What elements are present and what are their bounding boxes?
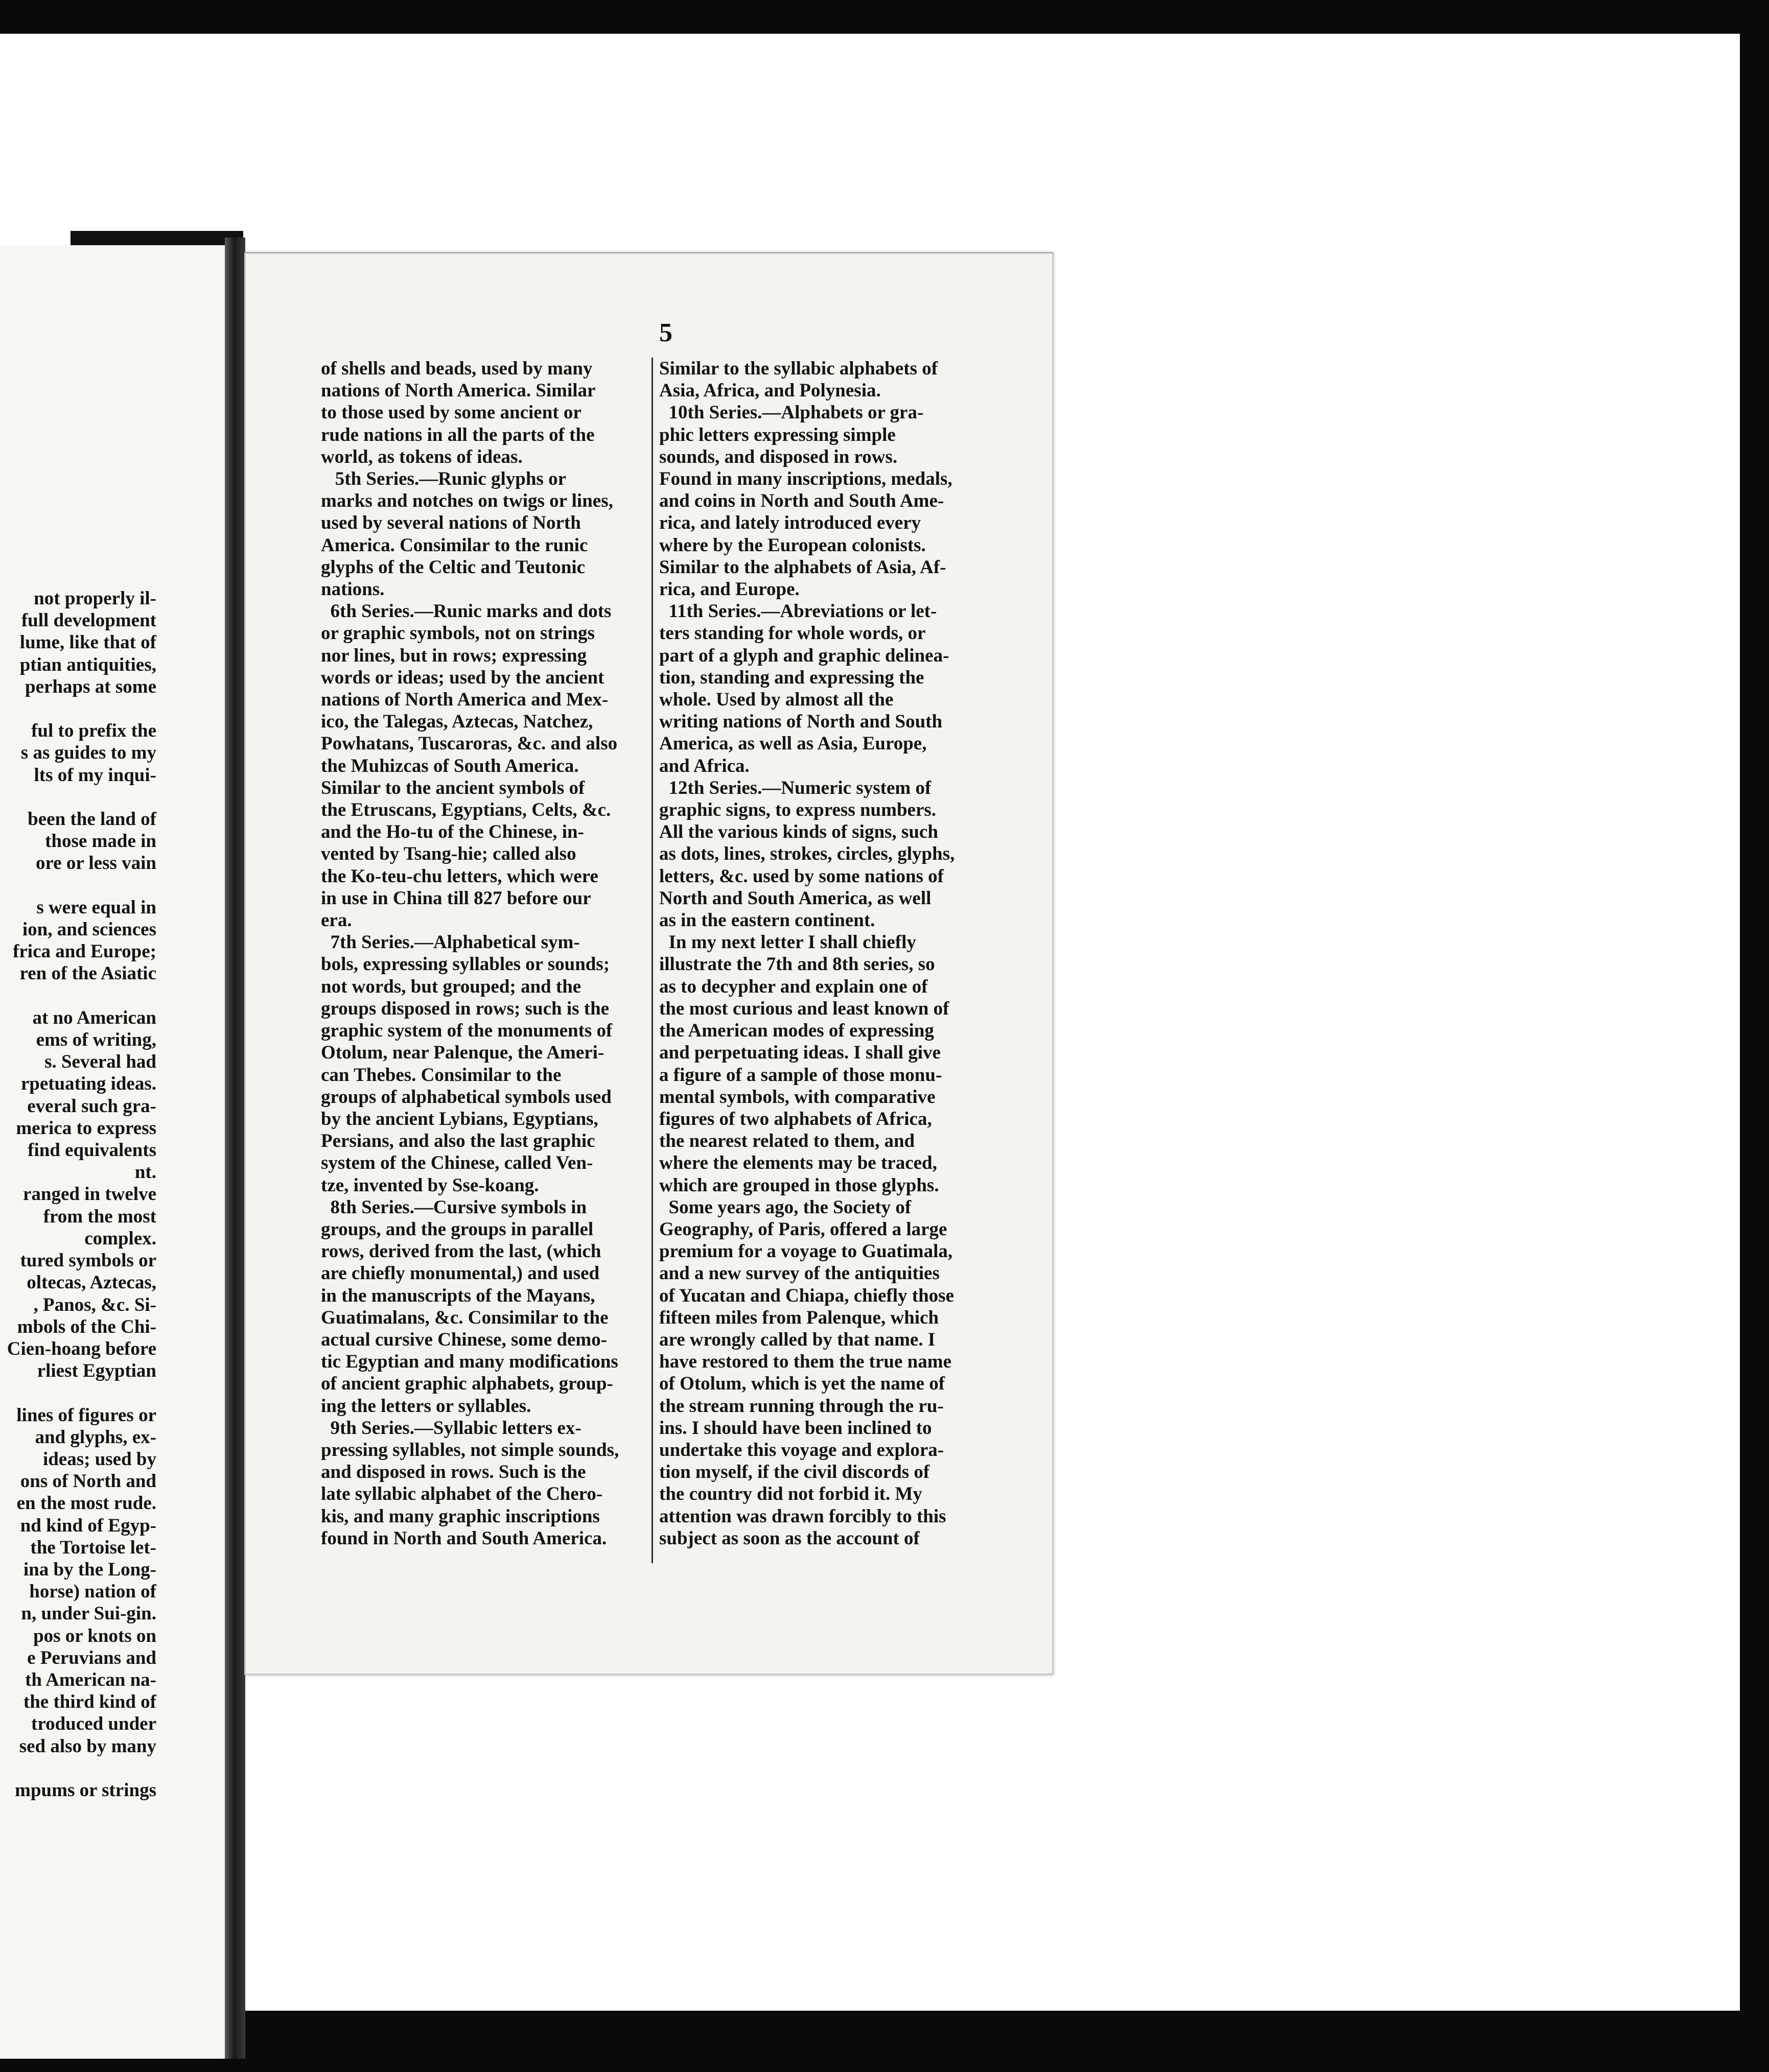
book-gutter <box>225 238 245 2059</box>
text-line: part of a glyph and graphic delinea- <box>659 645 949 666</box>
text-line: ideas; used by <box>42 1448 156 1470</box>
text-line: ina by the Long- <box>23 1559 156 1580</box>
text-line: attention was drawn forcibly to this <box>659 1505 946 1527</box>
text-line: the country did not forbid it. My <box>659 1484 922 1505</box>
text-line: undertake this voyage and explora- <box>659 1439 944 1461</box>
text-line: ters standing for whole words, or <box>659 623 926 644</box>
text-line: ion, and sciences <box>22 919 156 940</box>
text-line: by the ancient Lybians, Egyptians, <box>321 1108 598 1129</box>
text-line: rliest Egyptian <box>37 1360 156 1382</box>
text-line: the Ko-teu-chu letters, which were <box>321 865 598 887</box>
text-line: and glyphs, ex- <box>35 1426 156 1448</box>
text-line: and disposed in rows. Such is the <box>321 1462 586 1483</box>
text-line: ons of North and <box>20 1471 156 1492</box>
text-line: figures of two alphabets of Africa, <box>659 1108 932 1129</box>
text-line: glyphs of the Celtic and Teutonic <box>321 556 586 578</box>
text-line: fifteen miles from Palenque, which <box>659 1307 939 1328</box>
text-line: ico, the Talegas, Aztecas, Natchez, <box>321 711 593 733</box>
text-line: , Panos, &c. Si- <box>33 1294 156 1315</box>
text-line: where by the European colonists. <box>659 534 926 556</box>
text-line <box>0 875 156 897</box>
text-line: perhaps at some <box>25 676 156 697</box>
text-line: America. Consimilar to the runic <box>321 534 588 556</box>
text-line: nations of North America. Similar <box>321 380 596 402</box>
text-line: those made in <box>45 831 156 852</box>
text-line: troduced under <box>31 1713 156 1735</box>
text-line: and a new survey of the antiquities <box>659 1263 940 1284</box>
text-line: words or ideas; used by the ancient <box>321 667 604 688</box>
left-page <box>0 245 226 2059</box>
text-line: of ancient graphic alphabets, group- <box>321 1373 613 1395</box>
text-line: a figure of a sample of those monu- <box>659 1064 942 1086</box>
text-line: of Otolum, which is yet the name of <box>659 1373 945 1395</box>
text-line: whole. Used by almost all the <box>659 689 894 711</box>
text-line: nd kind of Egyp- <box>20 1515 156 1536</box>
text-line: used by several nations of North <box>321 512 581 534</box>
text-line: tion myself, if the civil discords of <box>659 1462 930 1483</box>
text-line: rica, and Europe. <box>659 579 800 600</box>
text-line: America, as well as Asia, Europe, <box>659 733 927 755</box>
text-line: sounds, and disposed in rows. <box>659 446 898 467</box>
left-page-text <box>0 587 156 1801</box>
text-line: lts of my inqui- <box>34 764 156 786</box>
text-line: the nearest related to them, and <box>659 1131 915 1152</box>
text-line: illustrate the 7th and 8th series, so <box>659 954 935 975</box>
text-line: or graphic symbols, not on strings <box>321 623 595 644</box>
text-line: ful to prefix the <box>31 720 156 742</box>
text-line: rows, derived from the last, (which <box>321 1241 601 1262</box>
text-line: en the most rude. <box>16 1493 156 1514</box>
text-line: lume, like that of <box>19 632 156 653</box>
text-line: groups, and the groups in parallel <box>321 1218 594 1240</box>
text-line: mental symbols, with comparative <box>659 1086 936 1108</box>
text-line: Similar to the syllabic alphabets of <box>659 358 938 379</box>
text-line: rpetuating ideas. <box>20 1073 156 1095</box>
text-line: horse) nation of <box>29 1581 156 1603</box>
text-line: Similar to the ancient symbols of <box>321 777 585 798</box>
text-line: Some years ago, the Society of <box>659 1196 912 1218</box>
text-line: the Etruscans, Egyptians, Celts, &c. <box>321 799 611 821</box>
text-line: everal such gra- <box>27 1095 156 1117</box>
text-line: world, as tokens of ideas. <box>321 446 523 467</box>
text-line: ore or less vain <box>35 853 156 874</box>
text-line: find equivalents <box>28 1140 156 1161</box>
text-line: the stream running through the ru- <box>659 1395 944 1417</box>
text-line: lines of figures or <box>16 1404 156 1426</box>
text-line: not words, but grouped; and the <box>321 976 581 997</box>
text-line: mpums or strings <box>15 1779 156 1801</box>
text-line: nt. <box>134 1162 156 1183</box>
text-line: n, under Sui-gin. <box>21 1603 156 1624</box>
text-line: merica to express <box>16 1117 156 1139</box>
text-line <box>0 1757 156 1779</box>
text-line: groups disposed in rows; such is the <box>321 998 610 1019</box>
text-line: nor lines, but in rows; expressing <box>321 645 587 666</box>
text-line: which are grouped in those glyphs. <box>659 1174 939 1196</box>
text-line: tic Egyptian and many modifications <box>321 1351 618 1373</box>
text-line: can Thebes. Consimilar to the <box>321 1064 562 1086</box>
text-line: subject as soon as the account of <box>659 1527 920 1549</box>
text-line: nations. <box>321 579 385 600</box>
text-line: Found in many inscriptions, medals, <box>659 468 952 490</box>
text-line: as dots, lines, strokes, circles, glyphs, <box>659 843 955 865</box>
text-line: Persians, and also the last graphic <box>321 1131 595 1152</box>
text-line: of Yucatan and Chiapa, chiefly those <box>659 1285 955 1306</box>
text-line: ing the letters or syllables. <box>321 1395 531 1417</box>
text-line: th American na- <box>25 1669 156 1690</box>
text-line: and perpetuating ideas. I shall give <box>659 1042 941 1064</box>
text-line: Guatimalans, &c. Consimilar to the <box>321 1307 609 1328</box>
text-line: groups of alphabetical symbols used <box>321 1086 612 1108</box>
text-line: oltecas, Aztecas, <box>27 1272 156 1293</box>
text-line: 8th Series.—Cursive symbols in <box>321 1196 587 1218</box>
text-line: the most curious and least known of <box>659 998 949 1019</box>
text-line: are chiefly monumental,) and used <box>321 1263 600 1284</box>
text-line: nations of North America and Mex- <box>321 689 609 711</box>
text-line: full development <box>21 610 156 631</box>
text-line: at no American <box>32 1007 156 1028</box>
text-line: been the land of <box>28 809 156 830</box>
text-line: ptian antiquities, <box>19 654 156 675</box>
text-line: marks and notches on twigs or lines, <box>321 490 613 512</box>
text-line: 7th Series.—Alphabetical sym- <box>321 932 580 953</box>
page-number: 5 <box>659 318 672 347</box>
text-line: tured symbols or <box>20 1250 156 1272</box>
text-line: the third kind of <box>23 1691 156 1713</box>
text-line: not properly il- <box>34 588 156 609</box>
text-line: 5th Series.—Runic glyphs or <box>321 468 567 490</box>
text-line: of shells and beads, used by many <box>321 358 593 379</box>
text-line <box>0 786 156 808</box>
text-line: e Peruvians and <box>27 1647 156 1668</box>
text-line: All the various kinds of signs, such <box>659 821 938 843</box>
text-line: as to decypher and explain one of <box>659 976 928 997</box>
text-line: bols, expressing syllables or sounds; <box>321 954 610 975</box>
text-line: the American modes of expressing <box>659 1020 934 1042</box>
text-line: have restored to them the true name <box>659 1351 952 1373</box>
text-line: and Africa. <box>659 755 750 776</box>
text-line: 11th Series.—Abreviations or let- <box>659 601 937 622</box>
text-line: tion, standing and expressing the <box>659 667 924 688</box>
text-line: in the manuscripts of the Mayans, <box>321 1285 595 1306</box>
text-line: graphic signs, to express numbers. <box>659 799 937 821</box>
text-line: rude nations in all the parts of the <box>321 424 595 445</box>
text-line: ins. I should have been inclined to <box>659 1417 932 1439</box>
text-line: ren of the Asiatic <box>19 963 156 984</box>
text-line: actual cursive Chinese, some demo- <box>321 1329 608 1350</box>
text-line: premium for a voyage to Guatimala, <box>659 1241 953 1262</box>
text-line: and coins in North and South Ame- <box>659 490 944 512</box>
text-line: are wrongly called by that name. I <box>659 1329 936 1350</box>
text-line: mbols of the Chi- <box>17 1316 156 1337</box>
text-line <box>0 698 156 720</box>
text-line: writing nations of North and South <box>659 711 943 733</box>
text-line: found in North and South America. <box>321 1527 607 1549</box>
text-line: the Muhizcas of South America. <box>321 755 579 776</box>
text-column-left <box>321 358 648 1549</box>
text-line: late syllabic alphabet of the Chero- <box>321 1484 603 1505</box>
text-line: rica, and lately introduced every <box>659 512 921 534</box>
column-divider <box>651 358 653 1563</box>
text-line: pos or knots on <box>33 1625 156 1646</box>
text-column-right <box>659 358 996 1549</box>
text-line: sed also by many <box>19 1735 156 1757</box>
text-line: Asia, Africa, and Polynesia. <box>659 380 881 402</box>
text-line: Cien-hoang before <box>7 1338 156 1359</box>
text-line: letters, &c. used by some nations of <box>659 865 944 887</box>
text-line: North and South America, as well <box>659 887 932 909</box>
text-line: In my next letter I shall chiefly <box>659 932 916 953</box>
text-line: vented by Tsang-hie; called also <box>321 843 576 865</box>
text-line: as in the eastern continent. <box>659 910 875 931</box>
text-line: 12th Series.—Numeric system of <box>659 777 932 798</box>
text-line: in use in China till 827 before our <box>321 887 591 909</box>
text-line: phic letters expressing simple <box>659 424 896 445</box>
text-line: the Tortoise let- <box>30 1537 156 1558</box>
text-line: ems of writing, <box>36 1029 156 1051</box>
text-line: 10th Series.—Alphabets or gra- <box>659 402 924 423</box>
text-line: era. <box>321 910 352 931</box>
text-line: kis, and many graphic inscriptions <box>321 1505 600 1527</box>
text-line: where the elements may be traced, <box>659 1152 937 1174</box>
text-line: from the most <box>43 1206 156 1227</box>
text-line: s. Several had <box>44 1051 156 1073</box>
text-line: 9th Series.—Syllabic letters ex- <box>321 1417 581 1439</box>
text-line: Geography, of Paris, offered a large <box>659 1218 947 1240</box>
text-line <box>0 1382 156 1404</box>
text-line: pressing syllables, not simple sounds, <box>321 1439 619 1461</box>
text-line <box>0 985 156 1007</box>
text-line: and the Ho-tu of the Chinese, in- <box>321 821 584 843</box>
text-line: frica and Europe; <box>13 941 156 962</box>
text-line: s as guides to my <box>20 742 156 764</box>
text-line: to those used by some ancient or <box>321 402 581 423</box>
text-line: complex. <box>84 1228 156 1249</box>
text-line: ranged in twelve <box>22 1184 156 1205</box>
text-line: Similar to the alphabets of Asia, Af- <box>659 556 946 578</box>
text-line: graphic system of the monuments of <box>321 1020 613 1042</box>
text-line: s were equal in <box>36 897 156 918</box>
text-line: Otolum, near Palenque, the Ameri- <box>321 1042 604 1064</box>
text-line: 6th Series.—Runic marks and dots <box>321 601 612 622</box>
text-line: Powhatans, Tuscaroras, &c. and also <box>321 733 618 755</box>
text-line: tze, invented by Sse-koang. <box>321 1174 539 1196</box>
text-line: system of the Chinese, called Ven- <box>321 1152 593 1174</box>
